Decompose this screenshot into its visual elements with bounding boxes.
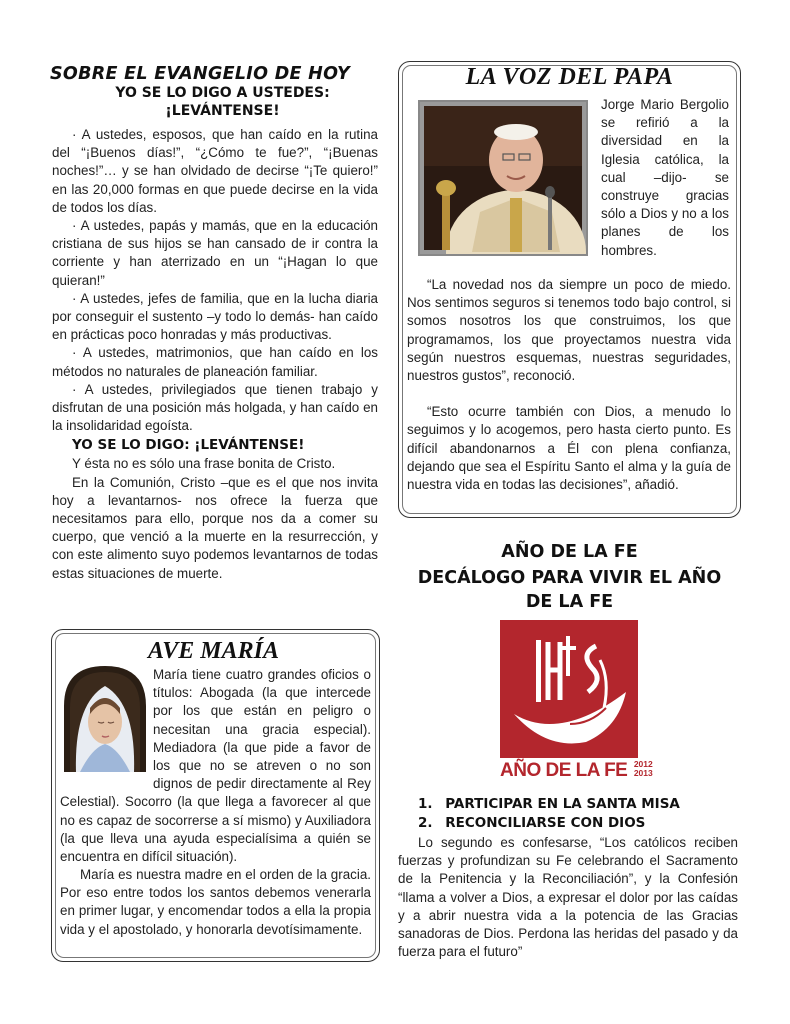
decalogue-list — [418, 795, 738, 833]
gospel-body — [52, 126, 378, 583]
ave-maria-paragraph — [60, 666, 371, 866]
gospel-paragraph: · A ustedes, jefes de familia, que en la lucha diaria por conseguir el sustento –y todo lo demás- han caído en prácticas poco honradas y más productivas. — [52, 290, 378, 343]
pope-title: LA VOZ DEL PAPA — [465, 64, 674, 90]
year-of-faith-logo — [500, 620, 653, 788]
decalogue-title: DECÁLOGO PARA VIVIR EL AÑO — [417, 568, 722, 588]
gospel-title: SOBRE EL EVANGELIO DE HOY — [50, 64, 350, 84]
gospel-paragraph: · A ustedes, esposos, que han caído en la rutina del “¡Buenos días!”, “¿Cómo te fue?”, “¡Buenas noches!”… y se han olvidado de decirse “¡Te quiero!” en las 20,000 formas en que puede decirse en la vida de todos los días. — [52, 127, 378, 215]
ave-maria-box — [51, 629, 380, 962]
gospel-emphasis: YO SE LO DIGO: ¡LEVÁNTENSE! — [72, 437, 305, 454]
pope-portrait-image — [420, 102, 586, 254]
pope-quote-paragraph: “La novedad nos da siempre un poco de miedo. Nos sentimos seguros si tenemos todo bajo control, si somos nosotros los que construimos, los que programamos, los que proyectamos nuestra vida según nuestros esquemas, nuestras seguridades, nuestros gustos”, reconoció. — [407, 277, 731, 384]
decalogue-item: 2. RECONCILIARSE CON DIOS — [418, 815, 646, 831]
gospel-paragraph: En la Comunión, Cristo –que es el que nos invita hoy a levantarnos- nos ofrece la fuerza que necesitamos para ello, porque nos da a comer su cuerpo, que venció a la muerte en la resurrección, y con este alimento suyo podemos levantarnos de todas estas situaciones de muerte. — [52, 474, 378, 581]
gospel-paragraph: · A ustedes, privilegiados que tienen trabajo y disfrutan de una posición más holgada, y han caído en la insolidaridad egoísta. — [52, 381, 378, 434]
gospel-subtitle: YO SE LO DIGO A USTEDES: — [115, 85, 330, 101]
gospel-paragraph: · A ustedes, papás y mamás, que en la educación cristiana de sus hijos se han cansado de ir contra la corriente y han aterrizado en un “¡Hagan lo que quieran!” — [52, 218, 378, 288]
decalogue-item: 1. PARTICIPAR EN LA SANTA MISA — [418, 796, 680, 812]
ave-maria-text: María tiene cuatro grandes oficios o títulos: Abogada (la que intercede por los que están en peligro o necesitan una gracia especial). Mediadora (la que pide a favor de los que no se atreven o no son dignos de pedir directamente al Rey Celestial). Socorro (la que llega a favorecer al que no es capaz de socorrerse a sí mismo) y Auxiliadora (la que lleva una ayuda especialísima a quién se encuentra en difícil situación). — [60, 667, 371, 865]
ave-maria-paragraph-2: María es nuestra madre en el orden de la gracia. Por eso entre todos los santos debemos venerarla en primer lugar, y encomendar todos a ella la propia vida y el apostolado, y honorarla devotísimamente. — [60, 867, 371, 937]
year-of-faith-body: Lo segundo es confesarse, “Los católicos reciben fuerzas y profundizan su Fe celebrando el Sacramento de la Penitencia y la Reconciliación”, y la Confesión “llama a volver a Dios, a expresar el dolor por las caídas y a abrir nuestra vida a la potencia de las Gracias sanadoras de Dios. Perdona las heridas del pasado y da fuerza para el futuro” — [398, 835, 738, 960]
pope-quotes — [407, 276, 731, 494]
ave-maria-title: AVE MARÍA — [148, 638, 279, 664]
decalogue-title-2: DE LA FE — [525, 592, 614, 612]
gospel-paragraph: · A ustedes, matrimonios, que han caído en los métodos no naturales de planeación familiar. — [52, 345, 378, 379]
pope-quote-paragraph: “Esto ocurre también con Dios, a menudo lo seguimos y lo acogemos, pero hasta cierto punto. Es difícil abandonarnos a Él con plena confianza, dejando que sea el Espíritu Santo el alma y la guía de nuestra vida en todas las decisiones”, añadió. — [407, 404, 731, 493]
boat-cross-logo-icon — [500, 620, 638, 758]
logo-year-start: 2012 — [633, 759, 653, 769]
gospel-paragraph: Y ésta no es sólo una frase bonita de Cristo. — [72, 456, 336, 472]
year-of-faith-title: AÑO DE LA FE — [501, 542, 638, 562]
logo-caption — [500, 759, 653, 786]
gospel-subtitle-2: ¡LEVÁNTENSE! — [165, 103, 280, 119]
pope-box — [398, 61, 741, 518]
logo-text: AÑO DE LA FE — [500, 760, 628, 781]
pope-photo — [418, 100, 588, 256]
logo-year-end: 2013 — [633, 768, 653, 778]
pope-intro: Jorge Mario Bergolio se refirió a la diversidad en la Iglesia católica, la cual –dijo- se construye gracias sólo a Dios y no a los planes de los hombres. — [601, 97, 729, 258]
